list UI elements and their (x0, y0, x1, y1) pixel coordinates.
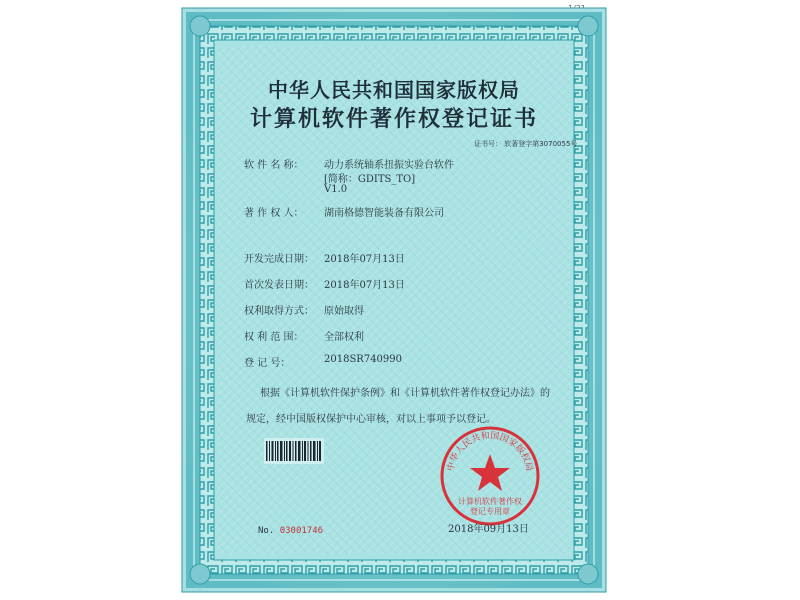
field-label: 著 作 权 人： (244, 208, 304, 219)
serial-prefix: No. (258, 526, 275, 536)
barcode (264, 438, 324, 464)
field-label: 登 记 号： (244, 358, 291, 369)
issue-date: 2018年09月13日 (448, 524, 529, 535)
field-value: 全部权利 (324, 332, 364, 343)
issuer-title: 中华人民共和国国家版权局 (268, 78, 520, 102)
serial-value: 03001746 (279, 526, 324, 536)
star-icon (470, 454, 510, 491)
certificate (178, 4, 610, 596)
certificate-number: 证书号： 软著登字第3070055号 (474, 140, 578, 148)
seal-center-line-1: 计算机软件著作权 (458, 497, 522, 506)
certificate-title: 计算机软件著作权登记证书 (249, 107, 538, 132)
field-label: 权利取得方式： (244, 306, 314, 317)
field-version: V1.0 (324, 184, 348, 195)
field-label: 权 利 范 围： (244, 332, 304, 343)
field-value: 动力系统轴系扭振实验台软件 (324, 160, 454, 171)
official-seal (438, 424, 542, 528)
seal-center-line-2: 登记专用章 (470, 507, 510, 516)
field-value: 2018年07月13日 (324, 280, 405, 291)
seal-ring-text: 中华人民共和国国家版权局 (446, 431, 534, 473)
field-short-name: [简称：GDITS_TO] (324, 174, 416, 185)
field-label: 软 件 名 称： (244, 160, 304, 171)
serial-number (258, 526, 323, 536)
statement-line-1: 根据《计算机软件保护条例》和《计算机软件著作权登记办法》的 (260, 388, 550, 399)
field-value: 原始取得 (324, 306, 364, 317)
field-value: 湖南格德智能装备有限公司 (324, 208, 444, 219)
field-label: 开发完成日期： (244, 254, 314, 265)
field-label: 首次发表日期： (244, 280, 314, 291)
field-value: 2018年07月13日 (324, 254, 405, 265)
field-value: 2018SR740990 (324, 354, 403, 365)
statement-line-2: 规定，经中国版权保护中心审核，对以上事项予以登记。 (246, 414, 496, 425)
